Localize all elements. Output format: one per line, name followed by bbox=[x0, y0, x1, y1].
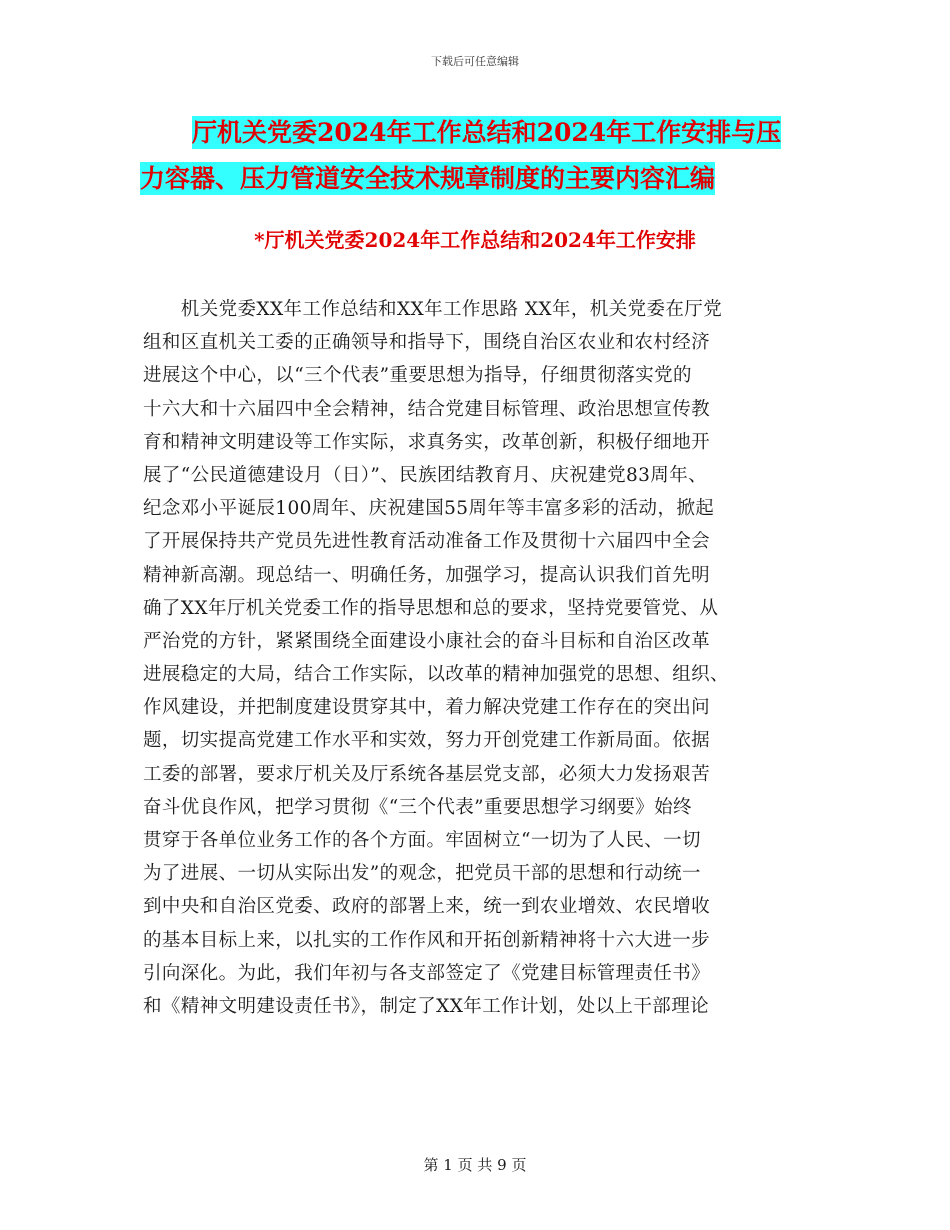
title-line-1-text: 厅机关党委2024年工作总结和2024年工作安排与压 bbox=[192, 118, 782, 147]
title-line-1 bbox=[140, 110, 830, 156]
body-line: 组和区直机关工委的正确领导和指导下，围绕自治区农业和农村经济 bbox=[143, 332, 711, 354]
body-line: 确了XX年厅机关党委工作的指导思想和总的要求，坚持党要管党、从 bbox=[143, 597, 719, 619]
body-line: 贯穿于各单位业务工作的各个方面。牢固树立“一切为了人民、一切 bbox=[143, 830, 701, 851]
body-line: 引向深化。为此，我们年初与各支部签定了《党建目标管理责任书》 bbox=[143, 962, 711, 984]
body-line: 纪念邓小平诞辰100周年、庆祝建国55周年等丰富多彩的活动，掀起 bbox=[143, 498, 715, 520]
body-paragraph bbox=[143, 293, 808, 1023]
body-line: 严治党的方针，紧紧围绕全面建设小康社会的奋斗目标和自治区改革 bbox=[143, 630, 711, 652]
body-line: 为了进展、一切从实际出发”的观念，把党员干部的思想和行动统一 bbox=[143, 863, 701, 885]
title-line-2 bbox=[140, 156, 830, 202]
body-line: 到中央和自治区党委、政府的部署上来，统一到农业增效、农民增收 bbox=[143, 896, 711, 918]
body-line: 的基本目标上来，以扎实的工作作风和开拓创新精神将十六大进一步 bbox=[143, 929, 711, 951]
body-line: 作风建设，并把制度建设贯穿其中，着力解决党建工作存在的突出问 bbox=[143, 697, 711, 719]
body-line: 和《精神文明建设责任书》，制定了XX年工作计划，处以上干部理论 bbox=[143, 995, 709, 1017]
body-line: 机关党委XX年工作总结和XX年工作思路 XX年，机关党委在厅党 bbox=[143, 299, 723, 320]
header-note: 下载后可任意编辑 bbox=[431, 55, 519, 68]
page-number: 第 1 页 共 9 页 bbox=[423, 1156, 527, 1174]
body-line: 进展稳定的大局，结合工作实际，以改革的精神加强党的思想、组织、 bbox=[143, 664, 729, 686]
document-title bbox=[140, 110, 830, 202]
body-line: 育和精神文明建设等工作实际，求真务实，改革创新，积极仔细地开 bbox=[143, 431, 711, 453]
section-heading: *厅机关党委2024年工作总结和2024年工作安排 bbox=[254, 228, 696, 252]
body-line: 奋斗优良作风，把学习贯彻《“三个代表”重要思想学习纲要》始终 bbox=[143, 796, 692, 818]
title-line-2-text: 力容器、压力管道安全技术规章制度的主要内容汇编 bbox=[140, 164, 716, 193]
body-line: 展了“公民道德建设月（日）”、民族团结教育月、庆祝建党83周年、 bbox=[143, 464, 708, 486]
body-line: 了开展保持共产党员先进性教育活动准备工作及贯彻十六届四中全会 bbox=[143, 531, 711, 553]
body-line: 进展这个中心，以“三个代表”重要思想为指导，仔细贯彻落实党的 bbox=[143, 365, 692, 387]
body-line: 精神新高潮。现总结一、明确任务，加强学习，提高认识我们首先明 bbox=[143, 564, 711, 586]
body-line: 题，切实提高党建工作水平和实效，努力开创党建工作新局面。依据 bbox=[143, 730, 711, 752]
body-line: 工委的部署，要求厅机关及厅系统各基层党支部，必须大力发扬艰苦 bbox=[143, 763, 711, 785]
body-line: 十六大和十六届四中全会精神，结合党建目标管理、政治思想宣传教 bbox=[143, 398, 711, 420]
